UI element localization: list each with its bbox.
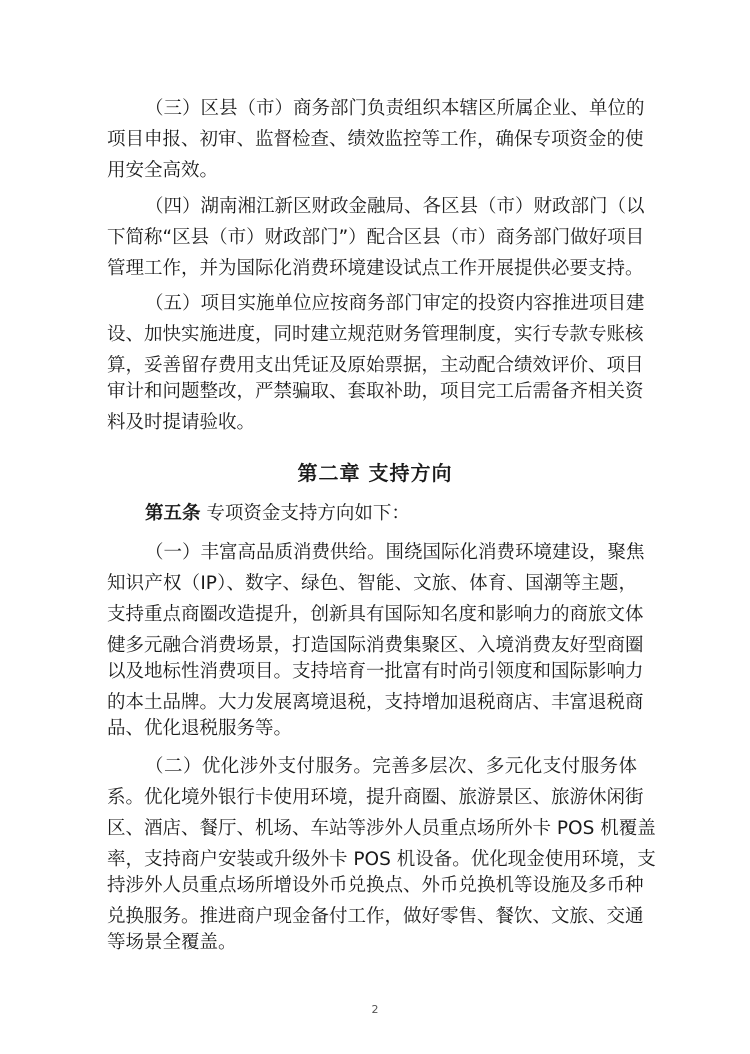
- paragraph-item-2-line-7: 等场景全覆盖。: [107, 932, 237, 953]
- paragraph-item-1-line-5: 以及地标性消费项目。支持培育一批富有时尚引领度和国际影响力: [107, 661, 644, 682]
- paragraph-section-3-line-1: （三）区县（市）商务部门负责组织本辖区所属企业、单位的: [145, 98, 645, 119]
- page-number: 2: [371, 1003, 379, 1016]
- paragraph-item-2-line-5: 持涉外人员重点场所增设外币兑换点、外币兑换机等设施及多币种: [107, 875, 644, 896]
- paragraph-item-1-line-3: 支持重点商圈改造提升，创新具有国际知名度和影响力的商旅文体: [107, 604, 644, 625]
- paragraph-section-5-line-2: 设、加快实施进度，同时建立规范财务管理制度，实行专款专账核: [107, 324, 644, 345]
- paragraph-section-4-line-3: 管理工作，并为国际化消费环境建设试点工作开展提供必要支持。: [107, 258, 644, 279]
- paragraph-section-3-line-3: 用安全高效。: [107, 160, 219, 181]
- paragraph-item-1-line-2: 知识产权（IP）、数字、绿色、智能、文旅、体育、国潮等主题，: [107, 573, 637, 594]
- paragraph-section-5-line-4: 审计和问题整改，严禁骗取、套取补助，项目完工后需备齐相关资: [107, 381, 644, 402]
- paragraph-section-5-line-5: 料及时提请验收。: [107, 412, 256, 433]
- paragraph-section-5-line-1: （五）项目实施单位应按商务部门审定的投资内容推进项目建: [145, 293, 645, 314]
- article-5-text: 专项资金支持方向如下：: [200, 503, 410, 524]
- paragraph-section-3-line-2: 项目申报、初审、监督检查、绩效监控等工作，确保专项资金的使: [107, 129, 644, 150]
- paragraph-item-2-line-6: 兑换服务。推进商户现金备付工作，做好零售、餐饮、文旅、交通: [107, 906, 644, 927]
- paragraph-item-1-line-7: 品、优化退税服务等。: [107, 718, 293, 739]
- chapter-heading: 第二章 支持方向: [297, 461, 453, 485]
- paragraph-item-2-line-2: 系。优化境外银行卡使用环境，提升商圈、旅游景区、旅游休闲街: [107, 787, 644, 808]
- paragraph-section-5-line-3: 算，妥善留存费用支出凭证及原始票据，主动配合绩效评价、项目: [107, 355, 644, 376]
- paragraph-item-2-line-1: （二）优化涉外支付服务。完善多层次、多元化支付服务体: [145, 756, 637, 777]
- paragraph-item-2-line-3: 区、酒店、餐厅、机场、车站等涉外人员重点场所外卡 POS 机覆盖: [107, 818, 656, 839]
- paragraph-section-4-line-1: （四）湖南湘江新区财政金融局、各区县（市）财政部门（以: [145, 196, 645, 217]
- paragraph-item-1-line-6: 的本土品牌。大力发展离境退税，支持增加退税商店、丰富退税商: [107, 692, 644, 713]
- paragraph-item-2-line-4: 率，支持商户安装或升级外卡 POS 机设备。优化现金使用环境，支: [107, 849, 656, 870]
- article-5-line: [145, 503, 637, 525]
- paragraph-item-1-line-4: 健多元融合消费场景，打造国际消费集聚区、入境消费友好型商圈: [107, 635, 644, 656]
- paragraph-section-4-line-2: 下简称“区县（市）财政部门”）配合区县（市）商务部门做好项目: [107, 227, 645, 248]
- paragraph-item-1-line-1: （一）丰富高品质消费供给。围绕国际化消费环境建设，聚焦: [145, 542, 645, 563]
- article-5-label: 第五条: [145, 503, 201, 524]
